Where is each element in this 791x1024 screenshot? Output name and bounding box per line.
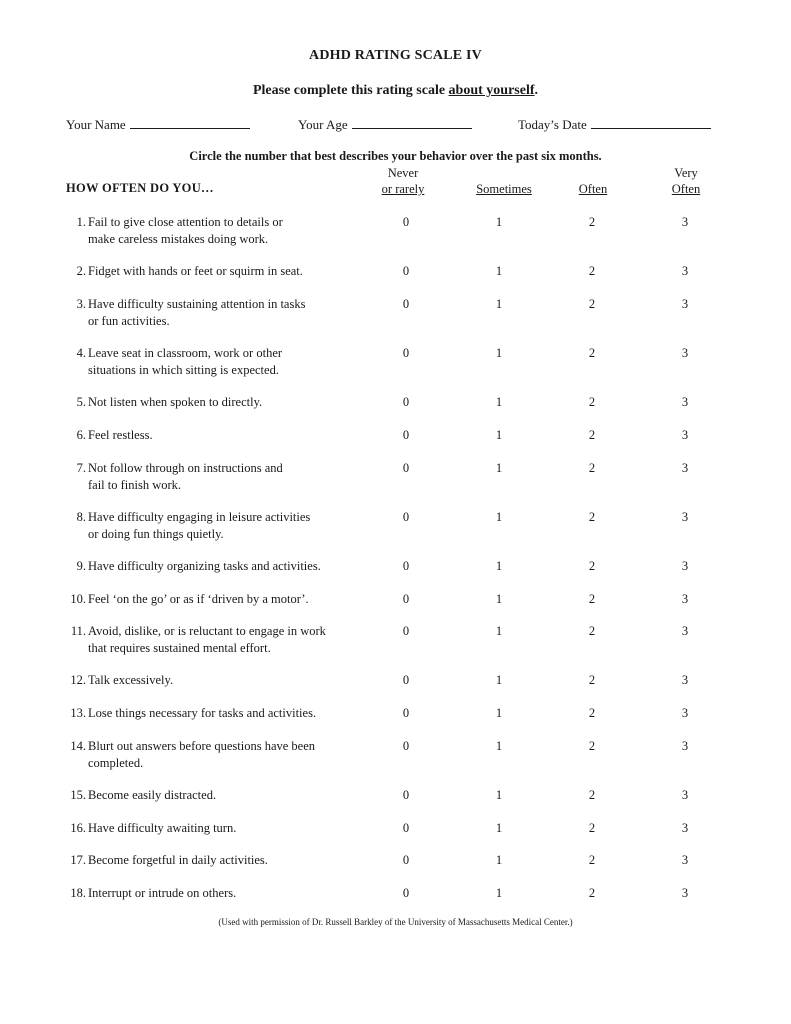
score-very-often[interactable]: 3 [681, 673, 689, 687]
score-never[interactable]: 0 [402, 853, 410, 867]
score-often[interactable]: 2 [588, 821, 596, 835]
item-text [88, 852, 378, 869]
score-never[interactable]: 0 [402, 428, 410, 442]
score-sometimes[interactable]: 1 [495, 788, 503, 802]
item-text-line1: Blurt out answers before questions have been [88, 739, 316, 753]
never-header-bottom: or rarely [381, 182, 425, 196]
score-often[interactable]: 2 [588, 215, 596, 229]
score-never[interactable]: 0 [402, 624, 410, 638]
item-text [88, 820, 378, 837]
score-sometimes[interactable]: 1 [495, 215, 503, 229]
item-number: 13. [70, 706, 86, 720]
item-number: 2. [76, 264, 86, 278]
item-number: 18. [70, 886, 86, 900]
item-text-line1: Become forgetful in daily activities. [88, 853, 268, 867]
sometimes-column-header [459, 181, 549, 197]
item-number: 4. [76, 346, 86, 360]
age-blank-line[interactable] [352, 116, 472, 129]
score-very-often[interactable]: 3 [681, 264, 689, 278]
item-text [88, 738, 378, 771]
score-never[interactable]: 0 [402, 510, 410, 524]
date-blank-line[interactable] [591, 116, 711, 129]
item-number: 5. [76, 395, 86, 409]
item-number: 1. [76, 215, 86, 229]
score-very-often[interactable]: 3 [681, 510, 689, 524]
date-label: Today’s Date [518, 117, 587, 132]
page-title: ADHD RATING SCALE IV [309, 48, 482, 63]
score-never[interactable]: 0 [402, 706, 410, 720]
item-text-line1: Not listen when spoken to directly. [88, 395, 263, 409]
score-often[interactable]: 2 [588, 510, 596, 524]
score-never[interactable]: 0 [402, 673, 410, 687]
score-never[interactable]: 0 [402, 821, 410, 835]
score-very-often[interactable]: 3 [681, 592, 689, 606]
score-very-often[interactable]: 3 [681, 886, 689, 900]
item-number: 3. [76, 297, 86, 311]
item-number: 16. [70, 821, 86, 835]
score-very-often[interactable]: 3 [681, 215, 689, 229]
score-often[interactable]: 2 [588, 559, 596, 573]
subtitle-prefix: Please complete this rating scale [252, 83, 449, 98]
score-very-often[interactable]: 3 [681, 821, 689, 835]
item-number: 12. [70, 673, 86, 687]
item-number: 9. [76, 559, 86, 573]
item-text-line1: Have difficulty awaiting turn. [88, 821, 237, 835]
score-never[interactable]: 0 [402, 559, 410, 573]
item-number: 10. [70, 592, 86, 606]
item-text-line1: Interrupt or intrude on others. [88, 886, 237, 900]
item-text-line1: Feel restless. [88, 428, 153, 442]
score-often[interactable]: 2 [588, 739, 596, 753]
score-never[interactable]: 0 [402, 461, 410, 475]
item-text-line1: Leave seat in classroom, work or other [88, 346, 283, 360]
score-sometimes[interactable]: 1 [495, 853, 503, 867]
item-text-line2: or fun activities. [88, 313, 170, 328]
item-text-line1: Fidget with hands or feet or squirm in seat. [88, 264, 303, 278]
item-text [88, 705, 378, 722]
permission-footer: (Used with permission of Dr. Russell Barkley of the University of Massachusetts Medical Center.) [218, 917, 573, 927]
score-very-often[interactable]: 3 [681, 624, 689, 638]
item-text-line2: that requires sustained mental effort. [88, 640, 271, 655]
item-text-line1: Have difficulty engaging in leisure activities [88, 510, 311, 524]
item-number: 11. [70, 624, 86, 638]
item-text-line1: Not follow through on instructions and [88, 461, 283, 475]
score-sometimes[interactable]: 1 [495, 624, 503, 638]
item-number: 14. [70, 739, 86, 753]
item-text [88, 591, 378, 608]
score-sometimes[interactable]: 1 [495, 706, 503, 720]
instruction-text: Circle the number that best describes your behavior over the past six months. [189, 149, 602, 163]
item-text-line2: completed. [88, 755, 144, 770]
score-sometimes[interactable]: 1 [495, 510, 503, 524]
score-often[interactable]: 2 [588, 886, 596, 900]
item-text [88, 263, 378, 280]
item-text-line1: Become easily distracted. [88, 788, 217, 802]
score-sometimes[interactable]: 1 [495, 395, 503, 409]
score-often[interactable]: 2 [588, 592, 596, 606]
age-label: Your Age [298, 117, 348, 132]
score-never[interactable]: 0 [402, 739, 410, 753]
score-often[interactable]: 2 [588, 428, 596, 442]
very-often-header-bottom: Often [671, 182, 701, 196]
score-sometimes[interactable]: 1 [495, 264, 503, 278]
item-text-line1: Avoid, dislike, or is reluctant to engage in work [88, 624, 326, 638]
often-header-label: Often [578, 182, 608, 196]
score-never[interactable]: 0 [402, 886, 410, 900]
score-often[interactable]: 2 [588, 297, 596, 311]
score-sometimes[interactable]: 1 [495, 297, 503, 311]
item-number: 8. [76, 510, 86, 524]
item-text-line1: Feel ‘on the go’ or as if ‘driven by a motor’. [88, 592, 309, 606]
score-sometimes[interactable]: 1 [495, 559, 503, 573]
item-text [88, 672, 378, 689]
item-text-line1: Talk excessively. [88, 673, 174, 687]
name-label: Your Name [66, 117, 126, 132]
subtitle-emphasis: about yourself [448, 83, 535, 98]
item-number: 6. [76, 428, 86, 442]
item-text [88, 214, 378, 247]
score-often[interactable]: 2 [588, 853, 596, 867]
score-very-often[interactable]: 3 [681, 297, 689, 311]
item-text [88, 460, 378, 493]
score-often[interactable]: 2 [588, 706, 596, 720]
score-often[interactable]: 2 [588, 395, 596, 409]
very-often-column-header [641, 165, 731, 197]
score-often[interactable]: 2 [588, 264, 596, 278]
score-never[interactable]: 0 [402, 264, 410, 278]
item-text-line2: make careless mistakes doing work. [88, 231, 269, 246]
score-never[interactable]: 0 [402, 788, 410, 802]
item-text [88, 427, 378, 444]
score-never[interactable]: 0 [402, 395, 410, 409]
date-field[interactable] [518, 116, 711, 133]
score-very-often[interactable]: 3 [681, 788, 689, 802]
item-text-line1: Fail to give close attention to details or [88, 215, 283, 229]
score-often[interactable]: 2 [588, 461, 596, 475]
name-field[interactable] [66, 116, 250, 133]
score-sometimes[interactable]: 1 [495, 461, 503, 475]
score-very-often[interactable]: 3 [681, 428, 689, 442]
often-column-header [548, 181, 638, 197]
item-text [88, 296, 378, 329]
score-often[interactable]: 2 [588, 788, 596, 802]
subtitle-suffix: . [534, 83, 538, 98]
item-text [88, 623, 378, 656]
score-never[interactable]: 0 [402, 592, 410, 606]
score-very-often[interactable]: 3 [681, 739, 689, 753]
score-sometimes[interactable]: 1 [495, 673, 503, 687]
score-never[interactable]: 0 [402, 215, 410, 229]
score-very-often[interactable]: 3 [681, 706, 689, 720]
item-text-line2: situations in which sitting is expected. [88, 362, 279, 377]
respondent-fields [66, 116, 726, 134]
item-text-line1: Lose things necessary for tasks and activities. [88, 706, 317, 720]
item-text-line2: fail to finish work. [88, 477, 182, 492]
item-text [88, 394, 378, 411]
item-text [88, 509, 378, 542]
item-number: 17. [70, 853, 86, 867]
item-text-line2: or doing fun things quietly. [88, 526, 224, 541]
score-very-often[interactable]: 3 [681, 346, 689, 360]
item-number: 7. [76, 461, 86, 475]
score-sometimes[interactable]: 1 [495, 346, 503, 360]
score-sometimes[interactable]: 1 [495, 592, 503, 606]
item-number: 15. [70, 788, 86, 802]
sometimes-header-label: Sometimes [476, 182, 532, 196]
item-text [88, 345, 378, 378]
score-sometimes[interactable]: 1 [495, 821, 503, 835]
item-text [88, 558, 378, 575]
score-very-often[interactable]: 3 [681, 395, 689, 409]
name-blank-line[interactable] [130, 116, 250, 129]
item-text-line1: Have difficulty organizing tasks and activities. [88, 559, 321, 573]
score-very-often[interactable]: 3 [681, 461, 689, 475]
score-very-often[interactable]: 3 [681, 853, 689, 867]
score-sometimes[interactable]: 1 [495, 886, 503, 900]
score-sometimes[interactable]: 1 [495, 739, 503, 753]
score-never[interactable]: 0 [402, 346, 410, 360]
score-sometimes[interactable]: 1 [495, 428, 503, 442]
question-column-header: HOW OFTEN DO YOU… [66, 181, 214, 195]
item-text [88, 885, 378, 902]
never-header-top: Never [387, 166, 419, 180]
very-often-header-top: Very [674, 166, 698, 180]
age-field[interactable] [298, 116, 472, 133]
score-often[interactable]: 2 [588, 673, 596, 687]
score-often[interactable]: 2 [588, 346, 596, 360]
score-never[interactable]: 0 [402, 297, 410, 311]
score-often[interactable]: 2 [588, 624, 596, 638]
page-subtitle [0, 83, 791, 99]
item-text-line1: Have difficulty sustaining attention in tasks [88, 297, 306, 311]
never-column-header [358, 165, 448, 197]
score-very-often[interactable]: 3 [681, 559, 689, 573]
item-text [88, 787, 378, 804]
